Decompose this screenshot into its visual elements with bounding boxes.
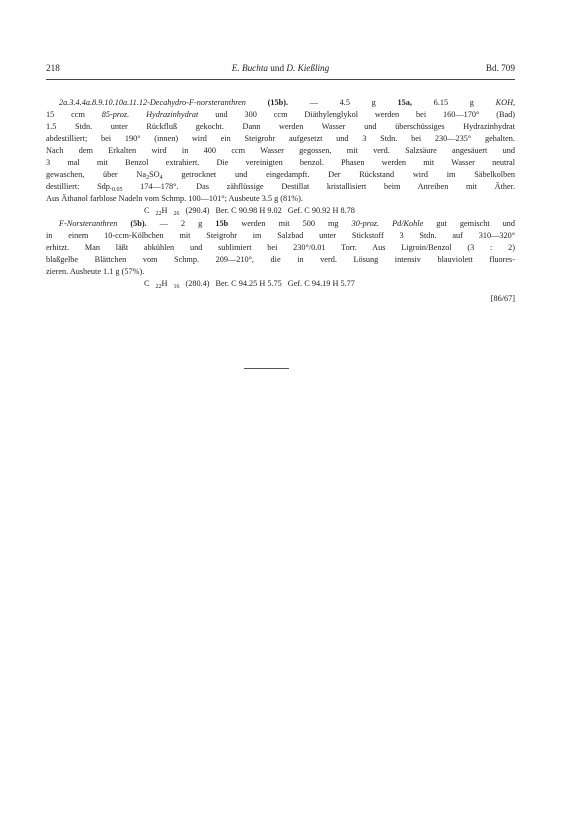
found-values: Gef. C 94.19 H 5.77 (287, 279, 355, 289)
volume-label: Bd. 709 (485, 63, 515, 73)
text-fragment: gewaschen, über Na (46, 170, 147, 180)
subscript: 2 (146, 175, 150, 182)
text-fragment: und 300 ccm Diäthylenglykol werden bei 160—170° (Bad) (215, 110, 515, 120)
reagent-name: 85-proz. Hydrazinhydrat (101, 110, 199, 120)
reagent-name: 30-proz. Pd/Kohle (351, 219, 424, 229)
author-1: E. Buchta (231, 63, 268, 73)
text-fragment: werden mit 500 mg (241, 219, 339, 229)
text-line (46, 218, 515, 230)
reagent-name: KOH, (495, 98, 516, 107)
molecular-formula (144, 206, 180, 218)
text-fragment: — 4.5 g (309, 98, 376, 107)
compound-number: (5b). (130, 219, 147, 229)
calculated-values: Ber. C 94.25 H 5.75 (215, 279, 282, 289)
text-line (46, 97, 515, 109)
text-line: erhitzt. Man läßt abkühlen und sublimiert bei 230°/0.01 Torr. Aus Ligroin/Benzol (3 : 2) (46, 243, 515, 253)
subscript: 0.05 (112, 187, 123, 194)
compound-number: (15b). (267, 98, 289, 107)
subscript: 22 (155, 211, 162, 218)
text-fragment: 6.15 g (433, 98, 474, 107)
subscript: 22 (155, 284, 162, 291)
calculated-values: Ber. C 90.98 H 9.02 (215, 206, 282, 216)
author-conjunction: und (270, 63, 285, 73)
element-symbol: C (144, 279, 150, 289)
text-line: blaßgelbe Blättchen vom Schmp. 209—210°, die in verd. Lösung intensiv blauviolett fluores- (46, 255, 515, 265)
text-fragment: 15 ccm (46, 110, 85, 120)
text-line: abdestilliert; bei 190° (innen) wird ein Steigrohr aufgesetzt und 3 Stdn. bei 230—235° gehalten. (46, 134, 515, 144)
article-body (46, 97, 515, 305)
page-number: 218 (46, 63, 60, 73)
text-line (46, 169, 515, 181)
compound-name: F-Norsteranthren (59, 219, 118, 229)
text-line: in einem 10-ccm-Kölbchen mit Steigrohr im Salzbad unter Stickstoff 3 Stdn. auf 310—320° (46, 231, 515, 241)
elemental-analysis-1 (46, 205, 515, 218)
subscript: 26 (173, 211, 180, 218)
molecular-weight: (290.4) (185, 206, 210, 216)
header-authors (46, 63, 515, 73)
paragraph-norsteranthren (46, 218, 515, 278)
text-line: Aus Äthanol farblose Nadeln vom Schmp. 100—101°; Ausbeute 3.5 g (81%). (46, 194, 303, 204)
compound-ref: 15b (215, 219, 229, 229)
paragraph-decahydro (46, 97, 515, 205)
end-rule (244, 368, 289, 369)
element-symbol: C (144, 206, 150, 216)
text-line: 3 mal mit Benzol extrahiert. Die vereinigten benzol. Phasen werden mit Wasser neutral (46, 158, 515, 168)
text-fragment: 174—178°. Das zähflüssige Destillat kristallisiert beim Anreiben mit Äther. (122, 182, 516, 192)
elemental-analysis-2 (46, 278, 515, 291)
subscript: 4 (159, 175, 163, 182)
molecular-formula (144, 279, 180, 291)
text-line (46, 109, 515, 121)
running-header (46, 63, 515, 80)
text-fragment: — 2 g (159, 219, 203, 229)
subscript: 16 (173, 284, 180, 291)
text-fragment: gut gemischt und (436, 219, 516, 229)
text-line: Nach dem Erkalten wird in 400 ccm Wasser gegossen, mit verd. Salzsäure angesäuert und (46, 146, 515, 156)
molecular-weight: (280.4) (185, 279, 210, 289)
compound-name: 2a.3.4.4a.8.9.10.10a.11.12-Decahydro-F-norsteranthren (59, 98, 246, 107)
element-symbol: H (161, 279, 168, 289)
text-line: zieren. Ausbeute 1.1 g (57%). (46, 267, 145, 277)
element-symbol: H (161, 206, 168, 216)
compound-ref: 15a, (397, 98, 412, 107)
text-fragment: destilliert: Sdp. (46, 182, 112, 192)
text-fragment: getrocknet und eingedampft. Der Rückstand wird im Säbelkolben (162, 170, 515, 180)
reference-code: [86/67] (490, 294, 515, 304)
text-line (46, 181, 515, 193)
text-line: 1.5 Stdn. unter Rückfluß gekocht. Dann werden Wasser und überschüssiges Hydrazinhydrat (46, 122, 515, 132)
text-fragment: SO (149, 170, 160, 180)
found-values: Gef. C 90.92 H 8.78 (287, 206, 355, 216)
author-2: D. Kießling (286, 63, 330, 73)
